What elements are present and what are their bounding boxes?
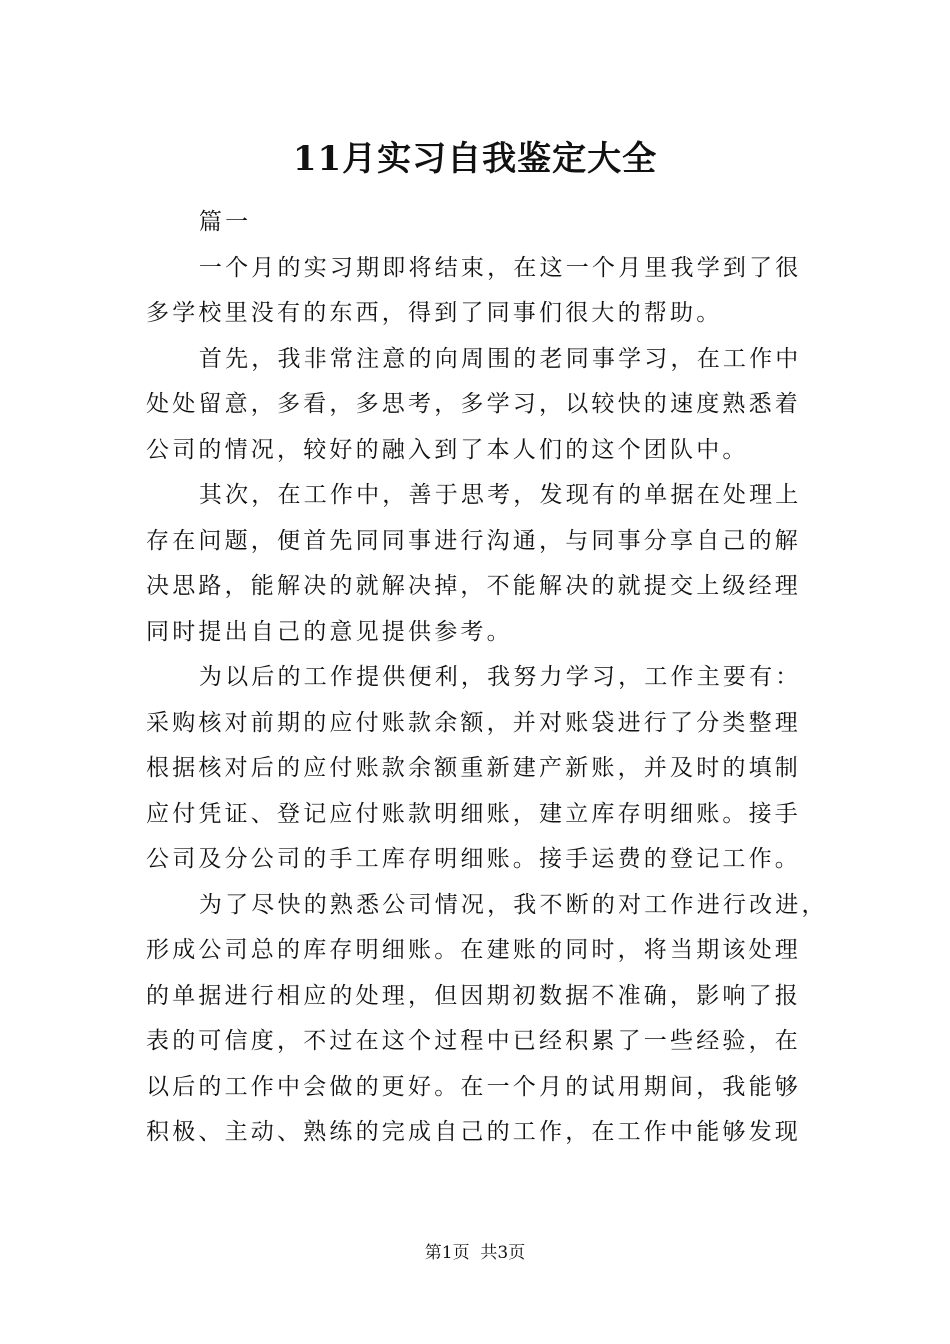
paragraph-2 — [146, 337, 812, 474]
page-footer — [0, 1239, 950, 1267]
text-line: 一个月的实习期即将结束，在这一个月里我学到了很 — [198, 254, 802, 281]
text-line: 采购核对前期的应付账款余额，并对账袋进行了分类整理 — [146, 709, 801, 736]
text-line: 首先，我非常注意的向周围的老同事学习，在工作中 — [198, 345, 802, 372]
text-line: 公司的情况，较好的融入到了本人们的这个团队中。 — [146, 436, 749, 463]
text-line: 表的可信度，不过在这个过程中已经积累了一些经验，在 — [146, 1028, 801, 1054]
text-line: 公司及分公司的手工库存明细账。接手运费的登记工作。 — [146, 846, 801, 872]
text-line: 决思路，能解决的就解决掉，不能解决的就提交上级经理 — [146, 573, 801, 599]
text-line: 的单据进行相应的处理，但因期初数据不准确，影响了报 — [146, 982, 801, 1009]
text-line: 多学校里没有的东西，得到了同事们很大的帮助。 — [146, 300, 723, 326]
text-line: 积极、主动、熟练的完成自己的工作，在工作中能够发现 — [146, 1119, 801, 1145]
text-line: 根据核对后的应付账款余额重新建产新账，并及时的填制 — [146, 755, 801, 781]
text-line: 为以后的工作提供便利，我努力学习，工作主要有： — [198, 664, 802, 690]
text-line: 其次，在工作中，善于思考，发现有的单据在处理上 — [198, 482, 802, 508]
text-line: 为了尽快的熟悉公司情况，我不断的对工作进行改进， — [198, 891, 828, 918]
document-title: 11月实习自我鉴定大全 — [292, 139, 658, 179]
text-line: 应付凭证、登记应付账款明细账，建立库存明细账。接手 — [146, 800, 801, 827]
text-line: 同时提出自己的意见提供参考。 — [146, 618, 513, 645]
paragraph-4 — [146, 655, 812, 883]
document-body — [146, 200, 828, 1156]
text-line: 以后的工作中会做的更好。在一个月的试用期间，我能够 — [146, 1073, 801, 1100]
text-line: 形成公司总的库存明细账。在建账的同时，将当期该处理 — [146, 937, 801, 963]
paragraph-5 — [146, 883, 828, 1156]
text-line: 存在问题，便首先同同事进行沟通，与同事分享自己的解 — [146, 527, 801, 554]
paragraph-3 — [146, 473, 812, 655]
text-line: 处处留意，多看，多思考，多学习，以较快的速度熟悉着 — [146, 391, 801, 417]
section-label: 篇一 — [198, 209, 252, 235]
page-indicator: 第1页 共3页 — [424, 1243, 526, 1263]
paragraph-1 — [146, 246, 812, 337]
